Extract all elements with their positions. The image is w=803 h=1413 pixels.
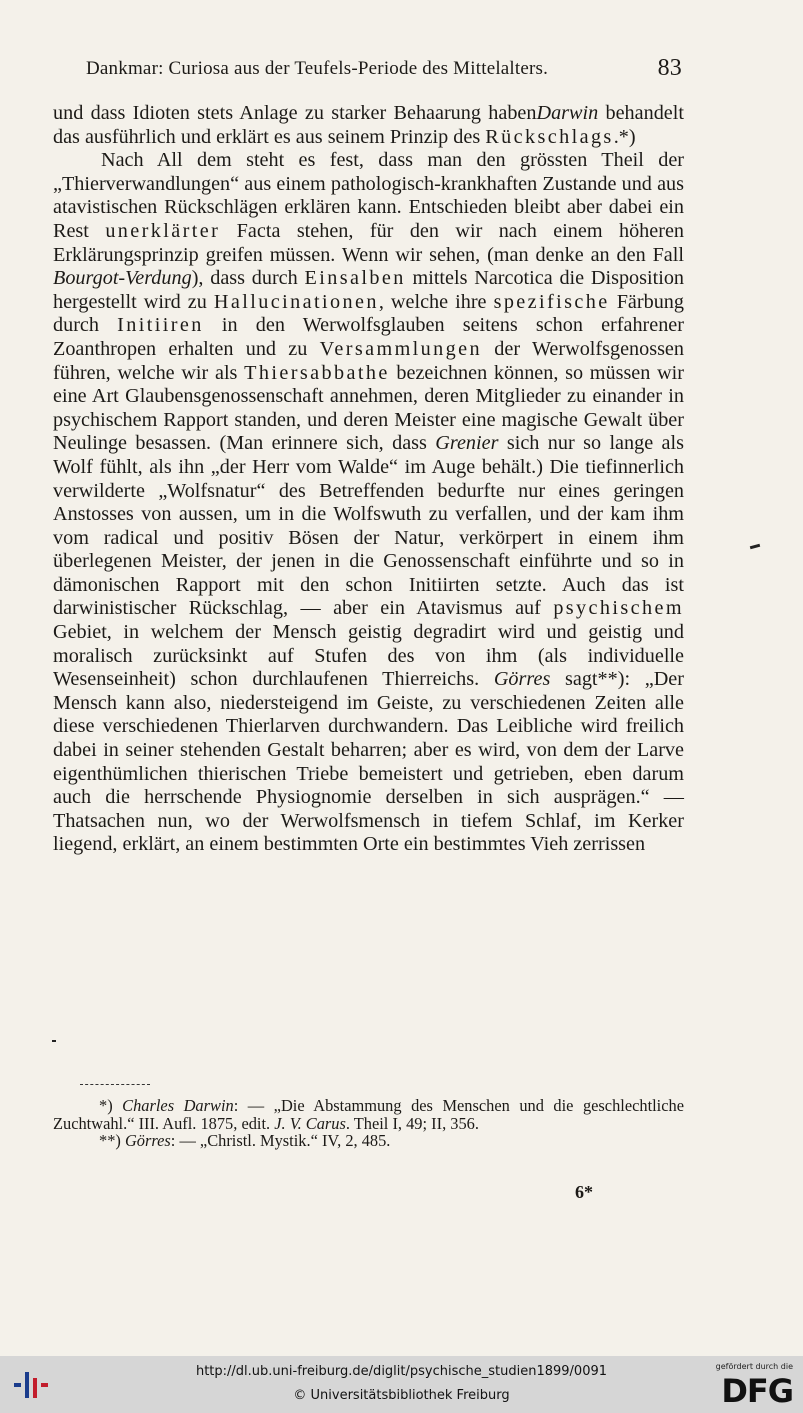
main-text bbox=[53, 102, 684, 857]
spaced-emphasis: unerklärter bbox=[105, 219, 221, 242]
viewer-footer bbox=[0, 1356, 803, 1413]
spaced-emphasis: Thiersabbathe bbox=[244, 361, 390, 384]
italic-text: Bourgot-Verdung bbox=[53, 267, 192, 290]
italic-text: J. V. Carus bbox=[274, 1113, 346, 1133]
dfg-caption: gefördert durch die bbox=[715, 1362, 793, 1371]
running-title: Dankmar: Curiosa aus der Teufels-Periode des Mittelalters. bbox=[86, 58, 549, 79]
permalink[interactable]: http://dl.ub.uni-freiburg.de/diglit/psychische_studien1899/0091 bbox=[195, 1364, 608, 1379]
margin-mark-left bbox=[52, 1040, 56, 1042]
spaced-emphasis: Rückschlags bbox=[485, 125, 614, 148]
footnotes bbox=[53, 1097, 684, 1150]
copyright-notice: © Universitätsbibliothek Freiburg bbox=[293, 1388, 510, 1403]
spaced-emphasis: Initiiren bbox=[117, 314, 204, 337]
italic-text: Grenier bbox=[435, 432, 499, 455]
signature-mark: 6* bbox=[575, 1182, 593, 1202]
footnote-1: *) Charles Darwin: — „Die Abstammung des Menschen und die geschlechtliche Zuchtwahl.“ III. Aufl. 1875, edit. J. V. Carus. Theil I, 49; II, 356. bbox=[53, 1096, 684, 1133]
spaced-emphasis: spezifische bbox=[493, 290, 610, 313]
page-number: 83 bbox=[657, 55, 682, 81]
spaced-emphasis: psychischem bbox=[553, 597, 684, 620]
italic-text: Görres bbox=[124, 1131, 171, 1150]
paragraph-2: Nach All dem steht es fest, dass man den grössten Theil der „Thierverwandlungen“ aus einem pathologisch-krankhaften Zustande und aus atavistischen Rückschlägen erklären kann. Entschieden bleibt aber dabei ein Rest unerklärter Facta stehen, für den wir nach einem höheren Erklärungsprinzip greifen müssen. Wenn wir sehen, (man denke an den Fall Bourgot-Verdung), dass durch Einsalben mittels Narcotica die Disposition hergestellt wird zu Hallucinationen, welche ihre spezifische Färbung durch Initiiren in den Werwolfsglauben seitens schon erfahrener Zoanthropen erhalten und zu Versammlungen der Werwolfsgenossen führen, welche wir als Thiersabbathe bezeichnen können, so müssen wir eine Art Glaubensgenossenschaft annehmen, deren Mitglieder zu einander in psychischem Rapport standen, und deren Meister eine magische Gewalt über Neulinge besassen. (Man erinnere sich, dass Grenier sich nur so lange als Wolf fühlt, als ihn „der Herr vom Walde“ im Auge behält.) Die tiefinnerlich verwilderte „Wolfsnatur“ des Betreffenden bedurfte nur eines geringen Anstosses von aussen, um in die Wolfswuth zu verfallen, und der kam ihm vom radical und positiv Bösen der Natur, verkörpert in einem ihm überlegenen Meister, der jenen in die Genossenschaft einführte und so in dämonischen Rapport mit den schon Initiirten setzte. Auch das ist darwinistischer Rückschlag, — aber ein Atavismus auf psychischem Gebiet, in welchem der Mensch geistig degradirt wird und geistig und moralisch zurücksinkt auf Stufen des von ihm (als individuelle Wesenseinheit) schon durchlaufenen Thierreichs. Görres sagt**): „Der Mensch kann also, niedersteigend im Geiste, zu verschiedenen Zeiten alle diese verschiedenen Thierlarven durchwandern. Das Leibliche wird freilich dabei in seiner stehenden Gestalt beharren; aber es wird, von dem der Larve eigenthümlichen thierischen Triebe bemeistert und getrieben, eben darum auch die herrschende Physiognomie derselben in sich ausprägen.“ — Thatsachen nun, wo der Werwolfsmensch in tiefem Schlaf, im Kerker liegend, erklärt, an einem bestimmten Orte ein bestimmtes Vieh zerrissen bbox=[53, 149, 685, 856]
spaced-emphasis: Hallucinationen bbox=[213, 290, 379, 313]
footnote-2: **) Görres: — „Christl. Mystik.“ IV, 2, 485. bbox=[99, 1131, 391, 1150]
italic-text: Charles Darwin bbox=[122, 1096, 234, 1115]
dfg-logo-text: DFG bbox=[721, 1372, 793, 1410]
italic-text: Görres bbox=[493, 668, 551, 691]
italic-text: Darwin bbox=[536, 102, 599, 124]
margin-mark bbox=[750, 544, 760, 549]
dfg-logo bbox=[707, 1362, 793, 1408]
paragraph-1: und dass Idioten stets Anlage zu starker Behaarung habenDarwin behandelt das ausführlich und erklärt es aus seinem Prinzip des Rückschlags.*) bbox=[53, 102, 684, 148]
spaced-emphasis: Versammlungen bbox=[319, 337, 483, 360]
footnote-rule bbox=[80, 1084, 150, 1086]
spaced-emphasis: Einsalben bbox=[304, 267, 406, 290]
